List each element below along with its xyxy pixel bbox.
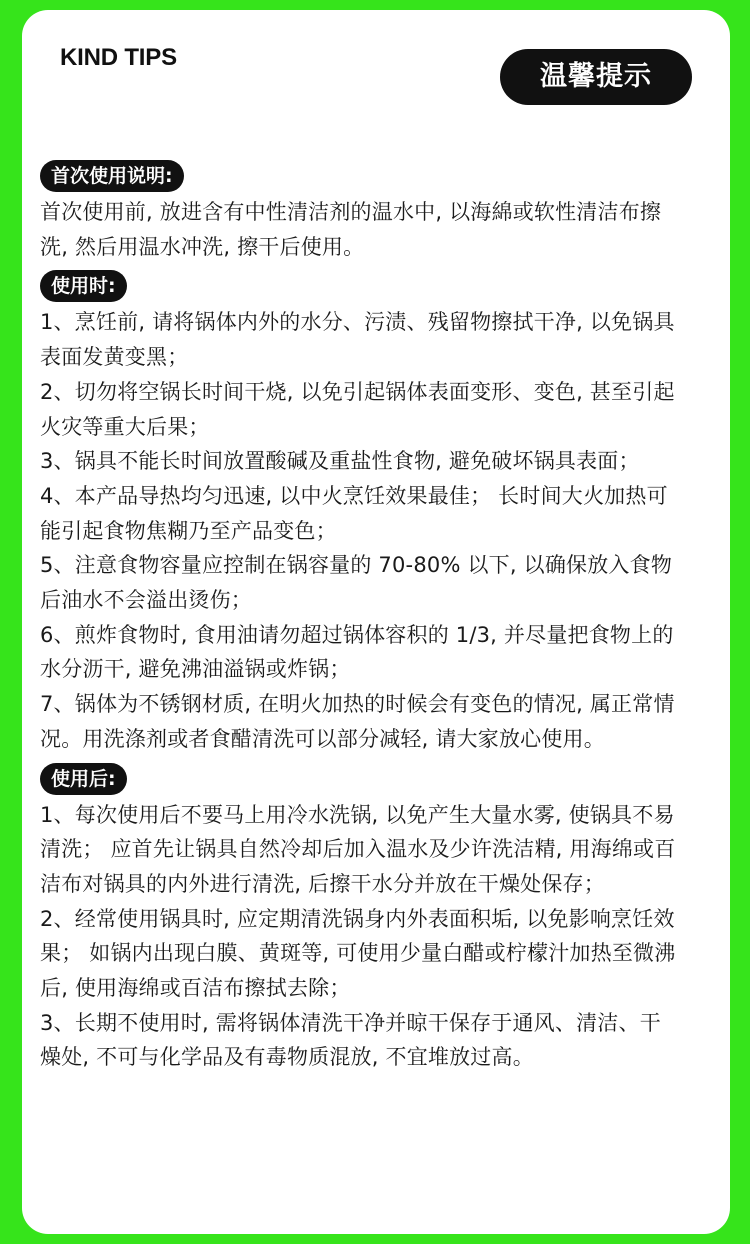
section-label-during-use: 使用时: bbox=[40, 270, 127, 302]
section-during-use bbox=[40, 270, 680, 756]
section-label-first-use: 首次使用说明: bbox=[40, 160, 184, 192]
page-title: 温馨提示 bbox=[500, 49, 692, 105]
during-use-tip-6: 6、煎炸食物时, 食用油请勿超过锅体容积的 1/3, 并尽量把食物上的水分沥干, 避免沸油溢锅或炸锅； bbox=[40, 622, 674, 682]
section-first-use bbox=[40, 160, 680, 264]
during-use-tip-4: 4、本产品导热均匀迅速, 以中火烹饪效果最佳； 长时间大火加热可能引起食物焦糊乃至产品变色； bbox=[40, 483, 668, 543]
during-use-tip-3: 3、锅具不能长时间放置酸碱及重盐性食物, 避免破坏锅具表面； bbox=[40, 449, 640, 474]
section-label-after-use: 使用后: bbox=[40, 763, 127, 795]
section-after-use bbox=[40, 763, 680, 1076]
first-use-instruction: 首次使用前, 放进含有中性清洁剂的温水中, 以海綿或软性清洁布擦洗, 然后用温水冲洗, 擦干后使用。 bbox=[40, 200, 662, 259]
tips-content bbox=[40, 160, 680, 1075]
during-use-tip-7: 7、锅体为不锈钢材质, 在明火加热的时候会有变色的情况, 属正常情况。用洗涤剂或者食醋清洗可以部分减轻, 请大家放心使用。 bbox=[40, 692, 675, 751]
after-use-tip-1: 1、每次使用后不要马上用冷水洗锅, 以免产生大量水雾, 使锅具不易清洗； 应首先让锅具自然冷却后加入温水及少许洗洁精, 用海绵或百洁布对锅具的内外进行清洗, 后擦干水分并放在干燥处保存； bbox=[40, 802, 676, 896]
during-use-tip-2: 2、切勿将空锅长时间干烧, 以免引起锅体表面变形、变色, 甚至引起火灾等重大后果； bbox=[40, 379, 675, 439]
after-use-tip-3: 3、长期不使用时, 需将锅体清洗干净并晾干保存于通风、清洁、干燥处, 不可与化学品及有毒物质混放, 不宜堆放过高。 bbox=[40, 1010, 661, 1070]
brand-heading: KIND TIPS bbox=[60, 44, 177, 71]
during-use-tip-1: 1、烹饪前, 请将锅体内外的水分、污渍、残留物擦拭干净, 以免锅具表面发黄变黑； bbox=[40, 310, 675, 370]
after-use-tip-2: 2、经常使用锅具时, 应定期清洗锅身内外表面积垢, 以免影响烹饪效果； 如锅内出现白膜、黄斑等, 可使用少量白醋或柠檬汁加热至微沸后, 使用海绵或百洁布擦拭去除； bbox=[40, 906, 676, 1001]
during-use-tip-5: 5、注意食物容量应控制在锅容量的 70-80% 以下, 以确保放入食物后油水不会溢出烫伤； bbox=[40, 553, 673, 613]
